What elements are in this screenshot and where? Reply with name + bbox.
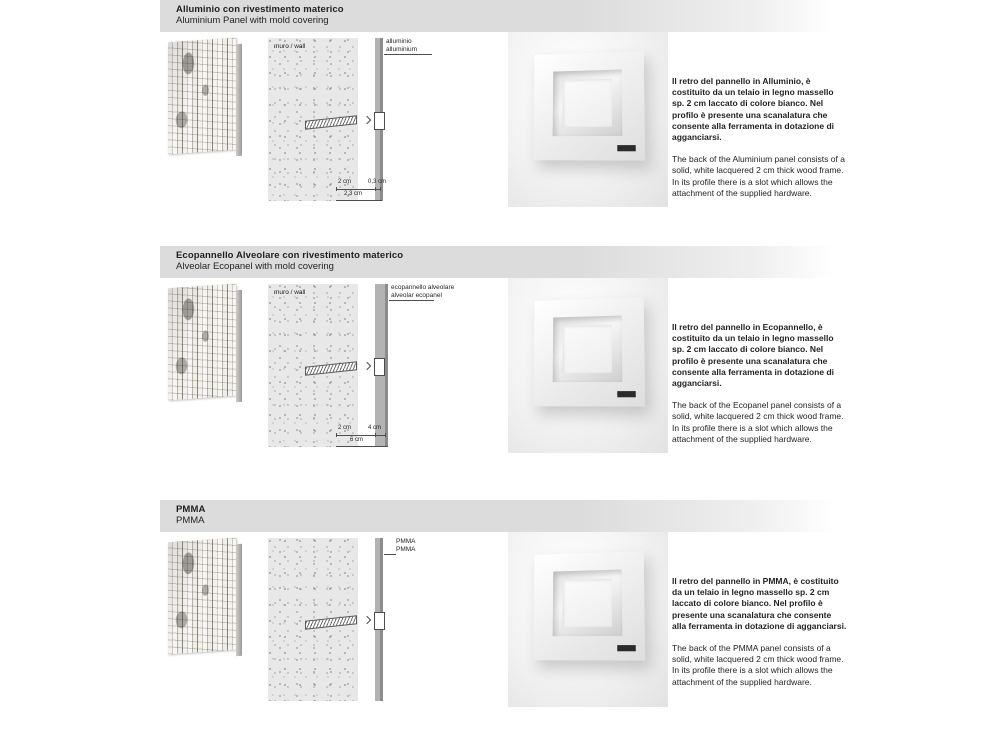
panel-edge [236,290,242,402]
render-recess [553,570,623,637]
render-recess-inner [562,79,612,128]
description-italian: Il retro del pannello in Ecopannello, è costituito da un telaio in legno massello sp. 2 cm laccato di colore bianco. Nel profilo è presente una scanalatura che consente alla ferramenta in dotazione di agganciarsi. [672,322,835,389]
description-italian: Il retro del pannello in PMMA, è costituito da un telaio in legno massello sp. 2 cm laccato di colore bianco. Nel profilo è presente una scanalatura che consente alla ferramenta in dotazione di agganciarsi. [672,576,847,631]
dimension-tick [375,187,376,191]
dimension-left: 2 cm [338,425,352,431]
panel-3d-render [508,32,668,207]
wall-section-diagram [268,532,498,707]
dimension-tick [375,433,376,437]
section-alluminio [160,0,1000,232]
birch-artwork-panel-photo [168,538,236,655]
section-subtitle: PMMA [176,515,205,526]
description-english: The back of the PMMA panel consists of a solid, white lacquered 2 cm thick wood frame. In its profile there is a slot which allows the attachment of the supplied hardware. [672,643,844,687]
render-frame [533,51,645,161]
leader-line [389,300,434,301]
render-label-tag [617,391,636,397]
section-body [160,532,1000,732]
section-title: Ecopannello Alveolare con rivestimento materico [176,250,404,261]
render-recess [553,70,623,137]
panel-edge [236,544,242,656]
dimension-rule-total [336,446,388,447]
hardware-bracket [374,112,385,130]
panel-label-it: ecopannello alveolare [391,284,455,291]
dimension-rule [336,435,386,436]
dimension-right: 4 cm [368,425,382,431]
section-title: Alluminio con rivestimento materico [176,4,344,15]
leader-line [384,54,432,55]
dimension-left: 2 cm [338,179,352,185]
dimension-tick [385,433,386,437]
section-subtitle: Alveolar Ecopanel with mold covering [176,261,334,272]
section-body [160,32,1000,232]
wall-label: muro / wall [274,43,306,50]
birch-artwork-panel-photo [168,38,236,155]
panel-label-it: PMMA [396,538,416,545]
wall-section-diagram [268,278,498,453]
panel-edge [236,44,242,156]
dimension-total: 2,3 cm [344,191,363,197]
leader-line [384,554,396,555]
hardware-bracket [374,358,385,376]
render-recess [553,316,623,383]
panel-label-en: alveolar ecopanel [391,292,442,299]
description-english: The back of the Ecopanel panel consists of a solid, white lacquered 2 cm thick wood frame. In its profile there is a slot which allows the attachment of the supplied hardware. [672,400,844,444]
description-italian: Il retro del pannello in Alluminio, è costituito da un telaio in legno massello sp. 2 cm laccato di colore bianco. Nel profilo è presente una scanalatura che consente alla ferramenta in dotazione di agganciarsi. [672,76,835,143]
section-pmma [160,500,1000,732]
dimension-tick [336,187,337,191]
panel-label-en: alluminium [386,46,418,53]
section-header-band [160,246,835,278]
section-header-band [160,500,835,532]
dimension-total: 6 cm [350,437,364,443]
description-english: The back of the Aluminium panel consists of a solid, white lacquered 2 cm thick wood frame. In its profile there is a slot which allows the attachment of the supplied hardware. [672,154,845,198]
section-body [160,278,1000,478]
panel-label-en: PMMA [396,546,416,553]
panel-3d-render [508,278,668,453]
panel-label-it: alluminio [386,38,412,45]
render-recess-inner [562,325,612,374]
wall-label: muro / wall [274,289,306,296]
dimension-tick [380,187,381,191]
birch-artwork-panel-photo [168,284,236,401]
dimension-tick [336,433,337,437]
render-label-tag [617,145,636,151]
dimension-right: 0,3 cm [368,179,387,185]
section-subtitle: Aluminium Panel with mold covering [176,15,329,26]
description-block [672,76,847,199]
render-label-tag [617,645,636,651]
description-block [672,322,847,445]
hardware-bracket [374,612,385,630]
section-header-band [160,0,835,32]
render-frame [533,551,645,661]
render-frame [533,297,645,407]
panel-3d-render [508,532,668,707]
panel-skin [385,284,388,447]
description-block [672,576,847,688]
wall-section-diagram [268,32,498,207]
section-title: PMMA [176,504,206,515]
dimension-rule [336,189,380,190]
render-recess-inner [562,579,612,628]
dimension-rule-total [336,200,382,201]
section-ecopannello [160,246,1000,478]
